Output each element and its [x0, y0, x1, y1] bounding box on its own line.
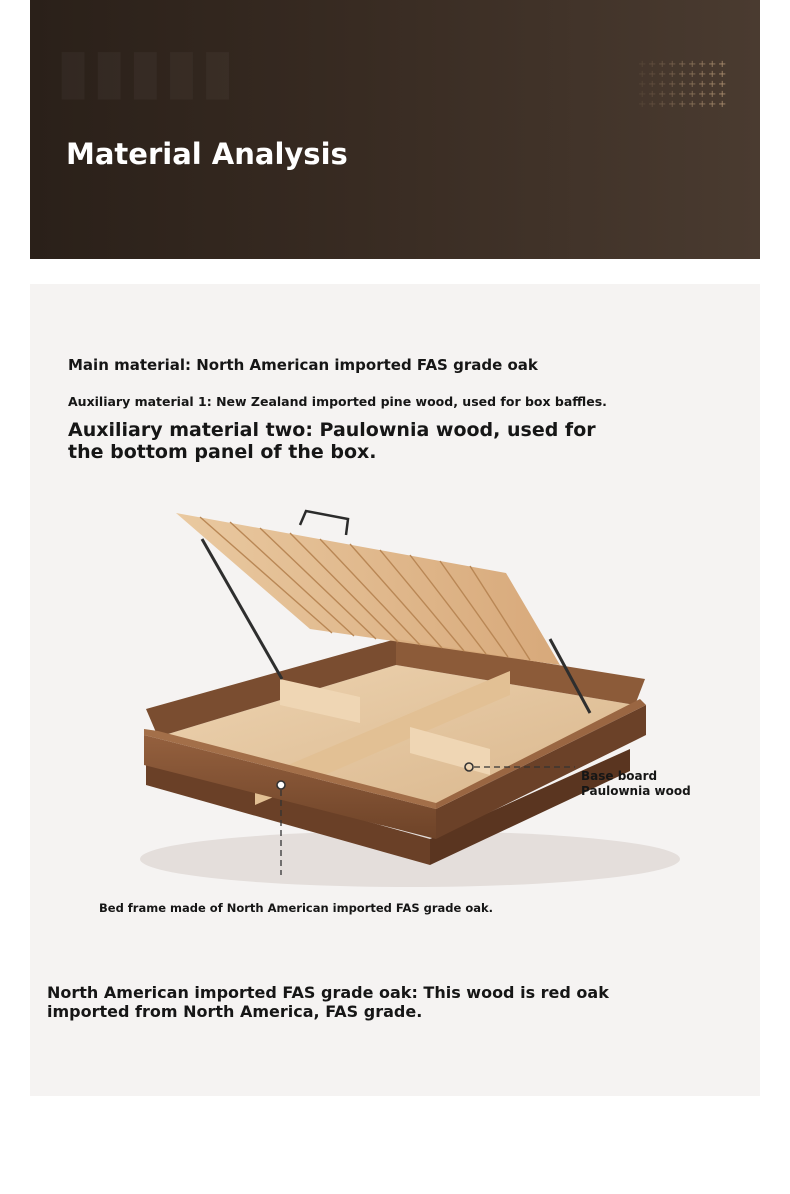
- plus-mark: +: [708, 99, 717, 110]
- plus-mark: +: [678, 79, 687, 90]
- main-material-text: Main material: North American imported FAS grade oak: [68, 356, 538, 374]
- plus-mark: +: [688, 89, 697, 100]
- plus-mark: +: [658, 69, 667, 80]
- plus-mark: +: [698, 59, 707, 70]
- plus-mark: +: [648, 79, 657, 90]
- bed-frame-marker: [277, 781, 285, 789]
- plus-mark: +: [648, 69, 657, 80]
- plus-mark: +: [668, 59, 677, 70]
- plus-mark: +: [668, 89, 677, 100]
- plus-mark: +: [638, 79, 647, 90]
- oak-description: North American imported FAS grade oak: This wood is red oak imported from North America, FAS grade.: [47, 983, 609, 1021]
- plus-mark: +: [688, 79, 697, 90]
- auxiliary-material-2-text: Auxiliary material two: Paulownia wood, used for the bottom panel of the box.: [68, 419, 596, 463]
- plus-mark: +: [668, 79, 677, 90]
- plus-mark: +: [718, 79, 726, 90]
- plus-mark: +: [658, 99, 667, 110]
- banner-ghost-texture: [56, 40, 237, 102]
- plus-mark: +: [638, 99, 647, 110]
- plus-mark: +: [638, 89, 647, 100]
- plus-mark: +: [698, 69, 707, 80]
- plus-mark: +: [718, 69, 726, 80]
- auxiliary-material-1-text: Auxiliary material 1: New Zealand imported pine wood, used for box baffles.: [68, 394, 607, 409]
- header-banner: [30, 0, 760, 259]
- plus-mark: +: [708, 79, 717, 90]
- plus-mark: +: [688, 99, 697, 110]
- plus-mark: +: [678, 59, 687, 70]
- plus-mark: +: [698, 99, 707, 110]
- plus-mark: +: [688, 69, 697, 80]
- plus-mark: +: [698, 79, 707, 90]
- plus-mark: +: [648, 99, 657, 110]
- lift-handle: [300, 511, 348, 535]
- plus-mark: +: [668, 69, 677, 80]
- plus-mark: +: [718, 99, 726, 110]
- base-board-callout: [581, 769, 691, 799]
- plus-mark: +: [718, 59, 726, 70]
- plus-grid-icon: [636, 58, 726, 112]
- plus-mark: +: [708, 69, 717, 80]
- plus-mark: +: [638, 59, 647, 70]
- plus-mark: +: [698, 89, 707, 100]
- base-board-material: Paulownia wood: [581, 784, 691, 798]
- plus-mark: +: [678, 69, 687, 80]
- plus-mark: +: [658, 89, 667, 100]
- plus-mark: +: [648, 89, 657, 100]
- plus-mark: +: [718, 89, 726, 100]
- plus-mark: +: [688, 59, 697, 70]
- storage-bed-illustration: [110, 509, 710, 909]
- plus-mark: +: [668, 99, 677, 110]
- banner-title: Material Analysis: [66, 137, 348, 171]
- material-panel: [30, 284, 760, 1096]
- plus-mark: +: [708, 59, 717, 70]
- plus-mark: +: [658, 79, 667, 90]
- base-board-label: Base board: [581, 769, 658, 783]
- bed-frame-callout: Bed frame made of North American imported FAS grade oak.: [99, 901, 494, 915]
- plus-mark: +: [678, 99, 687, 110]
- plus-mark: +: [638, 69, 647, 80]
- plus-mark: +: [708, 89, 717, 100]
- plus-mark: +: [648, 59, 657, 70]
- plus-mark: +: [678, 89, 687, 100]
- plus-mark: +: [658, 59, 667, 70]
